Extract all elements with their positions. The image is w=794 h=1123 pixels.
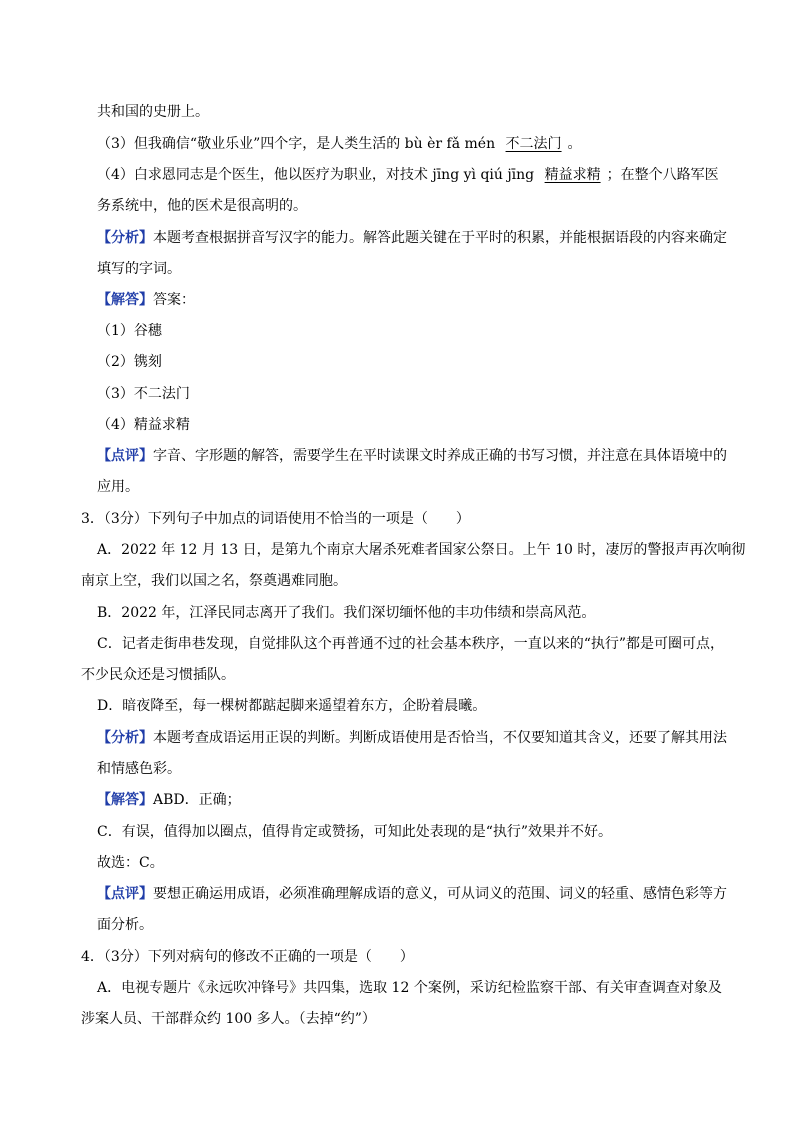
q2-continuation: 共和国的史册上。 xyxy=(97,104,209,120)
q2-sentence-3 xyxy=(97,134,582,154)
q3-comment-cont: 面分析。 xyxy=(97,917,153,933)
q2-comment-text: 字音、字形题的解答，需要学生在平时读课文时养成正确的书写习惯，并注意在具体语境中的 xyxy=(153,448,727,464)
q2-comment-tag: 【点评】 xyxy=(97,448,153,464)
q2-answer-item-1: （1）谷穗 xyxy=(97,323,162,339)
q2-s4-text: （4）白求恩同志是个医生，他以医疗为职业，对技术 jīng yì qiú jīng xyxy=(97,167,539,183)
q3-header: 3．（3分）下列句子中加点的词语使用不恰当的一项是（ ） xyxy=(81,511,470,527)
q2-answer-tag: 【解答】 xyxy=(97,292,153,308)
q3-option-a-cont: 南京上空，我们以国之名，祭奠遇难同胞。 xyxy=(81,573,347,589)
q3-answer-tag: 【解答】 xyxy=(97,792,153,808)
q3-analysis-text: 本题考查成语运用正误的判断。判断成语使用是否恰当，不仅要知道其含义，还要了解其用法 xyxy=(153,730,727,746)
q2-analysis-tag: 【分析】 xyxy=(97,230,153,246)
q2-analysis-text: 本题考查根据拼音写汉字的能力。解答此题关键在于平时的积累，并能根据语段的内容来确定 xyxy=(153,230,727,246)
q2-sentence-4-cont: 务系统中，他的医术是很高明的。 xyxy=(97,198,307,214)
q3-comment xyxy=(97,884,727,904)
q2-answer-item-2: （2）镌刻 xyxy=(97,354,162,370)
q2-answer-item-4: （4）精益求精 xyxy=(97,417,190,433)
q2-sentence-4 xyxy=(97,165,719,185)
q2-s3-text: （3）但我确信“敬业乐业”四个字，是人类生活的 bù èr fǎ mén xyxy=(97,136,500,152)
q3-analysis xyxy=(97,728,727,748)
q3-analysis-cont: 和情感色彩。 xyxy=(97,761,181,777)
q3-analysis-tag: 【分析】 xyxy=(97,730,153,746)
q2-answer-item-3: （3）不二法门 xyxy=(97,386,190,402)
q3-answer-c: C．有误，值得加以圈点，值得肯定或赞扬，可知此处表现的是“执行”效果并不好。 xyxy=(97,824,613,840)
q3-answer-choice: 故选：C。 xyxy=(97,855,164,871)
q2-comment xyxy=(97,446,727,466)
q2-answer xyxy=(97,290,195,310)
q4-header: 4．（3分）下列对病句的修改不正确的一项是（ ） xyxy=(81,949,414,965)
q2-comment-cont: 应用。 xyxy=(97,479,139,495)
q2-s3-answer-blank: 不二法门 xyxy=(505,136,562,152)
q2-s3-end: 。 xyxy=(567,136,582,152)
q3-comment-tag: 【点评】 xyxy=(97,886,153,902)
q3-option-c-cont: 不少民众还是习惯插队。 xyxy=(81,667,235,683)
q2-analysis-cont: 填写的字词。 xyxy=(97,261,181,277)
q3-option-a: A．2022 年 12 月 13 日，是第九个南京大屠杀死难者国家公祭日。上午 10 时，凄厉的警报声再次响彻 xyxy=(97,542,746,558)
q2-s4-end: ；在整个八路军医 xyxy=(606,167,719,183)
q3-option-b: B．2022 年，江泽民同志离开了我们。我们深切缅怀他的丰功伟绩和崇高风范。 xyxy=(97,605,596,621)
q3-answer-text: ABD．正确； xyxy=(153,792,241,808)
q4-option-a: A．电视专题片《永远吹冲锋号》共四集，选取 12 个案例，采访纪检监察干部、有关审查调查对象及 xyxy=(97,980,722,996)
q3-option-d: D．暗夜降至，每一棵树都踮起脚来遥望着东方，企盼着晨曦。 xyxy=(97,698,487,714)
q2-s4-answer-blank: 精益求精 xyxy=(544,167,601,183)
q3-answer xyxy=(97,790,241,810)
q2-answer-text: 答案： xyxy=(153,292,195,308)
q3-option-c: C．记者走街串巷发现，自觉排队这个再普通不过的社会基本秩序，一直以来的“执行”都是可圈可点， xyxy=(97,636,725,652)
q3-comment-text: 要想正确运用成语，必须准确理解成语的意义，可从词义的范围、词义的轻重、感情色彩等方 xyxy=(153,886,727,902)
q2-analysis xyxy=(97,228,727,248)
q4-option-a-cont: 涉案人员、干部群众约 100 多人。（去掉“约”） xyxy=(81,1011,376,1027)
